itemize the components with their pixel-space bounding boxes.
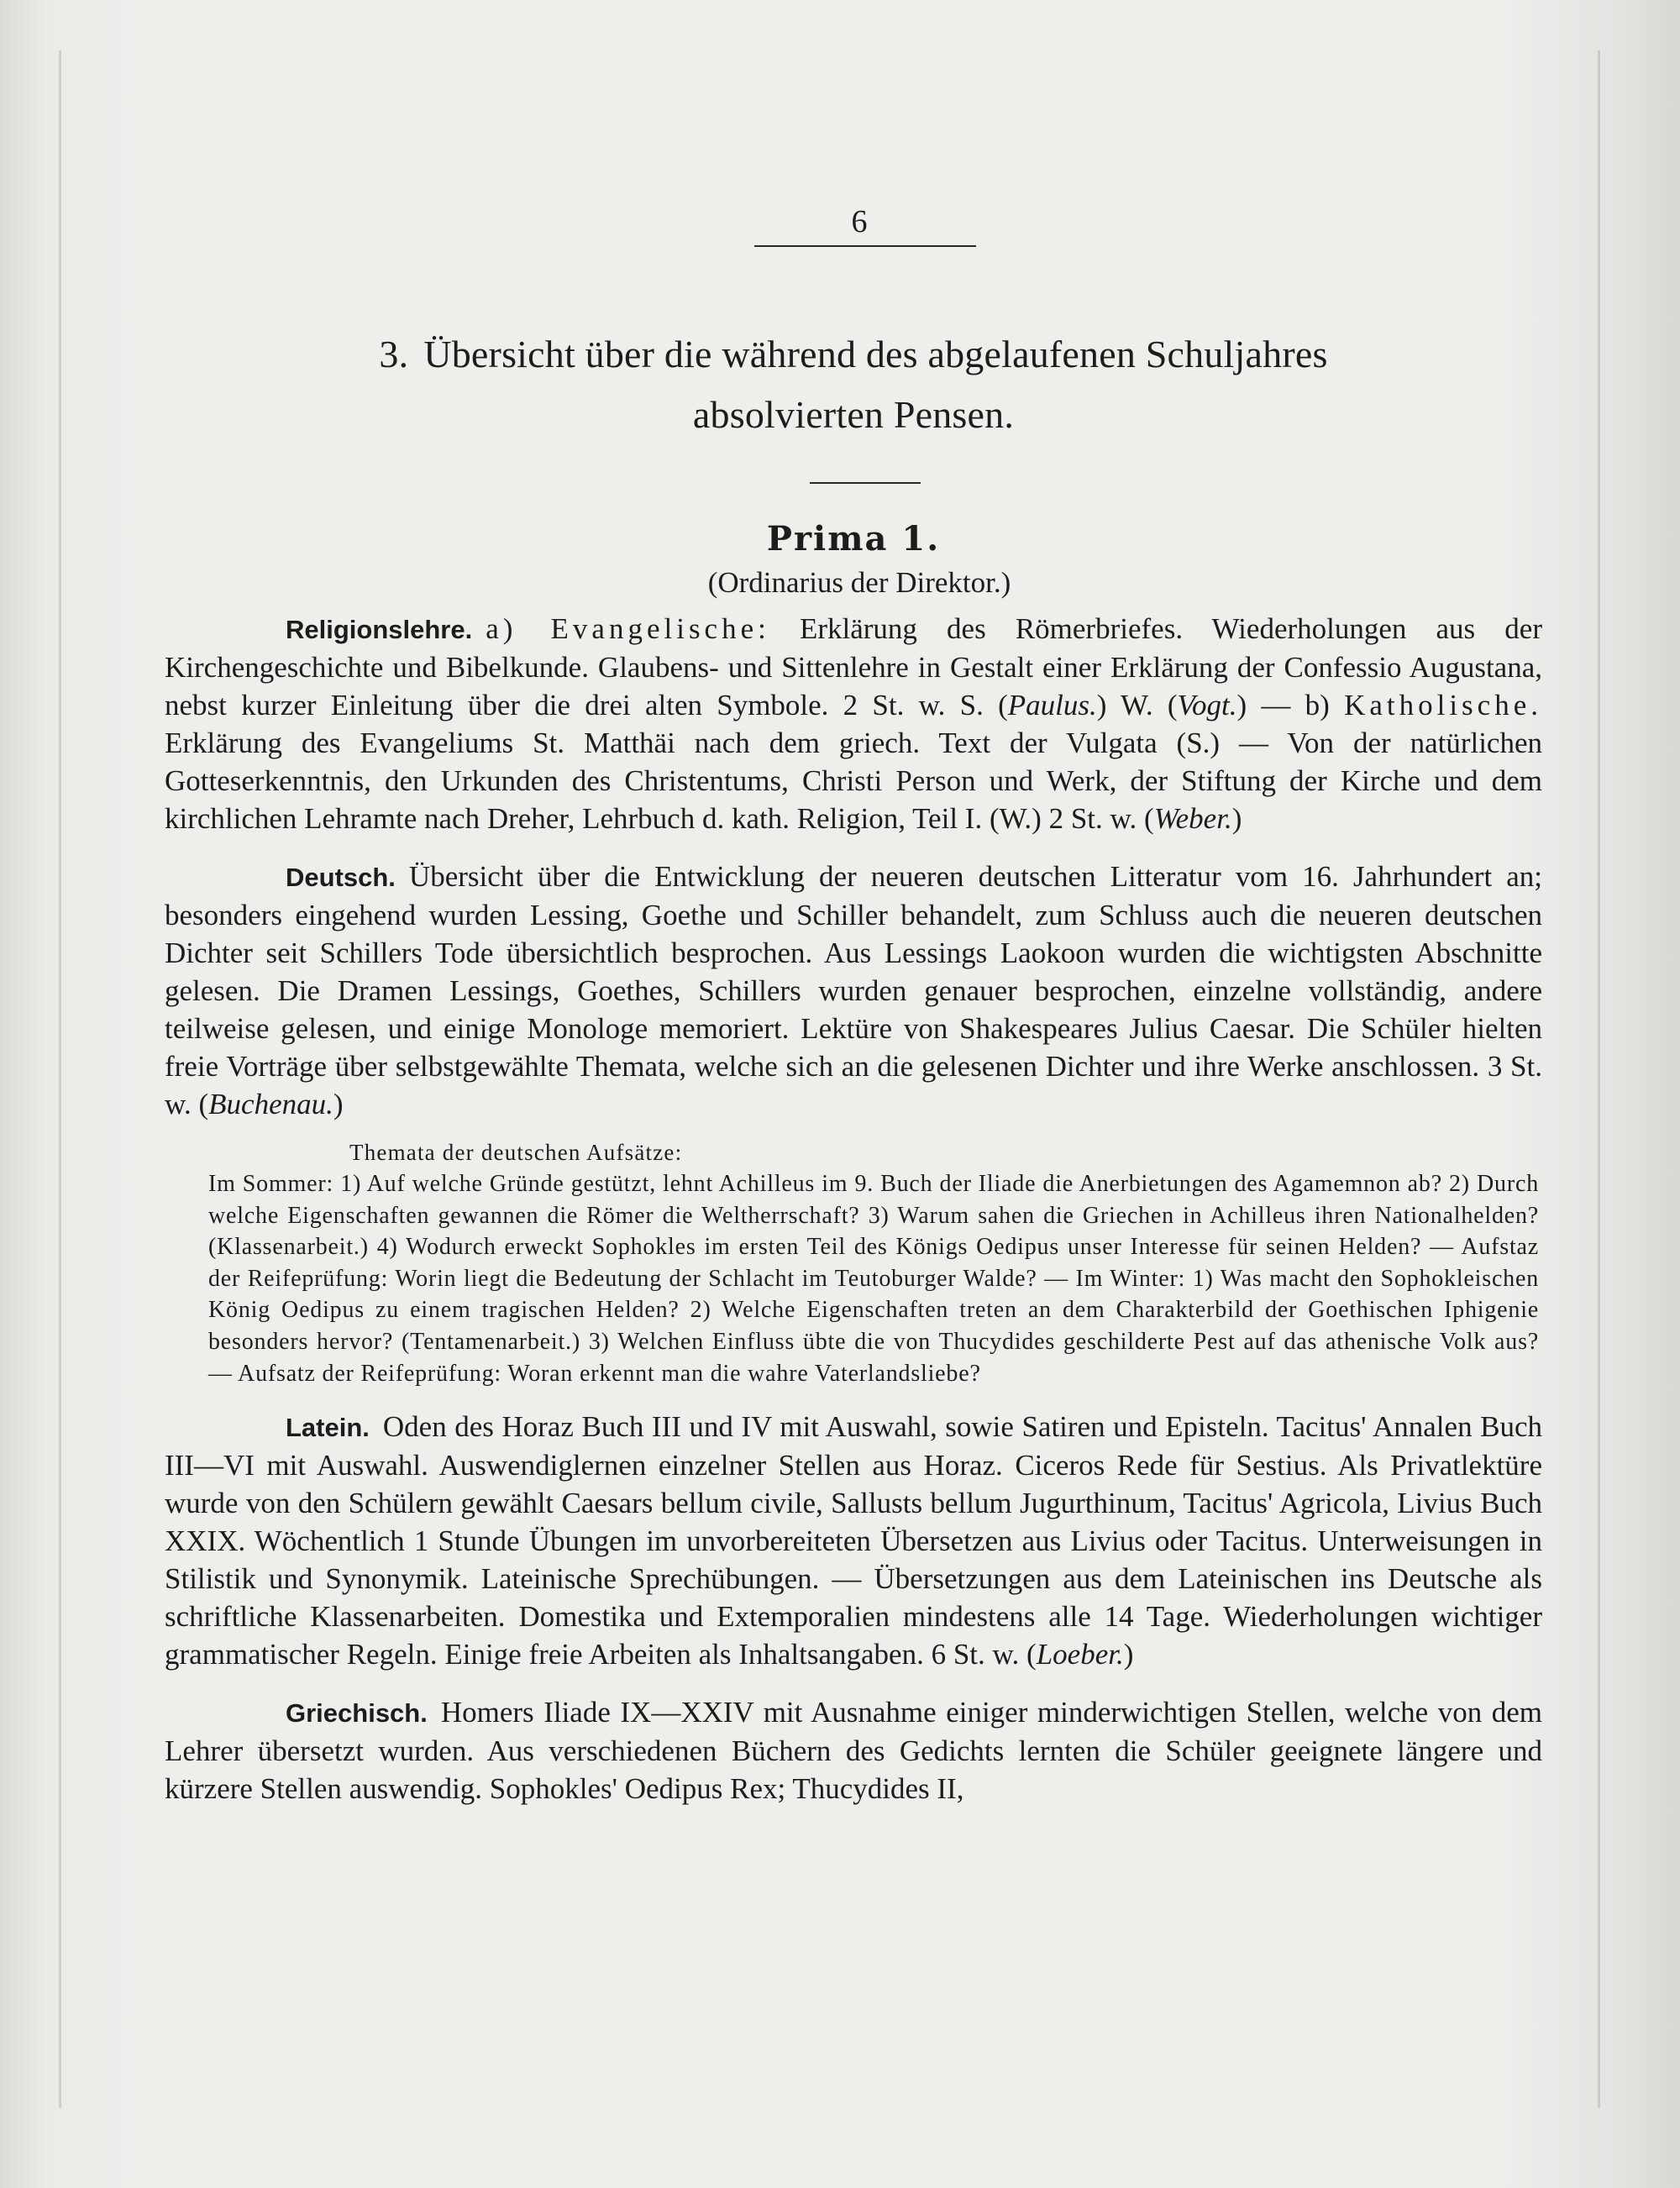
deutsch-text: Übersicht über die Entwicklung der neueren deutschen Litteratur vom 16. Jahrhundert an; besonders eingehend wurden Lessing, Goethe und Schiller behandelt, zum Schluss auch die neueren deutschen Dichter seit Schillers Tode übersichtlich besprochen. Aus Lessings Laokoon wurden die wichtigsten Abschnitte gelesen. Die Dramen Lessings, Goethes, Schillers wurden genauer besprochen, einzelne vollständig, andere teilweise gelesen, und einige Monologe memoriert. Lektüre von Shakespeares Julius Caesar. Die Schüler hielten freie Vorträge über selbstgewählte Themata, welche sich an die gelesenen Dichter und ihre Werke anschlossen. 3 St. w. ( [165,860,1542,1120]
page-number-rule [754,245,976,247]
deutsch-text-end: ) [333,1088,344,1120]
class-heading: Prima 1. [766,519,941,559]
religion-text-3: ) — b) [1236,689,1345,721]
religion-teacher-1: Paulus. [1007,689,1097,721]
latein-text-end: ) [1123,1638,1134,1671]
title-divider [810,482,921,484]
deutsch-teacher: Buchenau. [208,1088,333,1120]
page-number: 6 [851,204,868,239]
religion-paragraph [165,610,1542,837]
section-title [165,324,1542,445]
deutsch-label: Deutsch. [286,863,396,892]
section-title-line1: Übersicht über die während des abgelaufenen Schuljahres [423,333,1328,375]
religion-part-b-label: Katholische. [1344,689,1543,721]
religion-text-4: Erklärung des Evangeliums St. Matthäi nach dem griech. Text der Vulgata (S.) — Von der natürlichen Gotteserkenntnis, den Urkunden des Christentums, Christi Person und Werk, der Stiftung der Kirche und dem kirchlichen Lehramte nach Dreher, Lehrbuch d. kath. Religion, Teil I. (W.) 2 St. w. ( [165,727,1542,835]
religion-text-5: ) [1231,802,1242,835]
block-spacer [165,1389,1542,1408]
religion-label: Religionslehre. [286,615,473,644]
page-edge-left [59,50,61,2108]
religion-text-2: ) W. ( [1096,689,1178,721]
section-number: 3. [379,333,409,375]
themata-heading: Themata der deutschen Aufsätze: [349,1140,683,1165]
griechisch-text: Homers Iliade IX—XXIV mit Ausnahme einiger minderwichtigen Stellen, welche von dem Lehrer übersetzt wurden. Aus verschiedenen Büchern des Gedichts lernten die Schüler geeignete längere und kürzere Stellen auswendig. Sophokles' Oedipus Rex; Thucydides II, [165,1696,1542,1806]
griechisch-label: Griechisch. [286,1698,428,1729]
page-content [165,202,1542,1808]
themata-block [165,1136,1542,1389]
religion-text-1: Erklärung des Römerbriefes. Wiederholungen aus der Kirchengeschichte und Bibelkunde. Glaubens- und Sittenlehre in Gestalt einer Erklärung der Confessio Augustana, nebst kurzer Einleitung über die drei alten Symbole. 2 St. w. S. ( [165,612,1542,721]
latein-paragraph [165,1408,1542,1673]
latein-text: Oden des Horaz Buch III und IV mit Auswahl, sowie Satiren und Episteln. Tacitus' Annalen Buch III—VI mit Auswahl. Auswendiglernen einzelner Stellen aus Horaz. Ciceros Rede für Sestius. Als Privatlektüre wurde von den Schülern gewählt Caesars bellum civile, Sallusts bellum Jugurthinum, Tacitus' Agricola, Livius Buch XXIX. Wöchentlich 1 Stunde Übungen im unvorbereiteten Übersetzen aus Livius oder Tacitus. Unterweisungen in Stilistik und Synonymik. Lateinische Sprechübungen. — Übersetzungen aus dem Lateinischen ins Deutsche als schriftliche Klassenarbeiten. Domestika und Extemporalien mindestens alle 14 Tage. Wiederholungen wichtiger grammatischer Regeln. Einige freie Arbeiten als Inhaltsangaben. 6 St. w. ( [165,1410,1542,1671]
section-title-line2: absolvierten Pensen. [692,393,1015,436]
religion-teacher-2: Vogt. [1177,689,1237,721]
latein-label: Latein. [286,1413,370,1443]
class-ordinarius: (Ordinarius der Direktor.) [707,566,1011,599]
religion-part-a-label: a) Evangelische: [486,612,770,645]
themata-text: Im Sommer: 1) Auf welche Gründe gestützt, lehnt Achilleus im 9. Buch der Iliade die Anerbietungen des Agamemnon ab? 2) Durch welche Eigenschaften gewannen die Römer die Weltherrschaft? 3) Warum sahen die Griechen in Achilleus ihren Nationalhelden? (Klassenarbeit.) 4) Wodurch erweckt Sophokles im ersten Teil des Königs Oedipus unser Interesse für seinen Helden? — Aufstaz der Reifeprüfung: Worin liegt die Bedeutung der Schlacht im Teutoburger Walde? — Im Winter: 1) Was macht den Sophokleischen König Oedipus zu einem tragischen Helden? 2) Welche Eigenschaften treten an dem Charakterbild der Goethischen Iphigenie besonders hervor? (Tentamenarbeit.) 3) Welchen Einfluss übte die von Thucydides geschilderte Pest auf das athenische Volk aus? — Aufsatz der Reifeprüfung: Woran erkennt man die wahre Vaterlandsliebe? [208,1171,1539,1387]
latein-teacher: Loeber. [1036,1638,1124,1671]
griechisch-paragraph [165,1693,1542,1808]
religion-teacher-3: Weber. [1153,802,1232,835]
deutsch-paragraph [165,858,1542,1123]
page-edge-right [1598,50,1600,2108]
